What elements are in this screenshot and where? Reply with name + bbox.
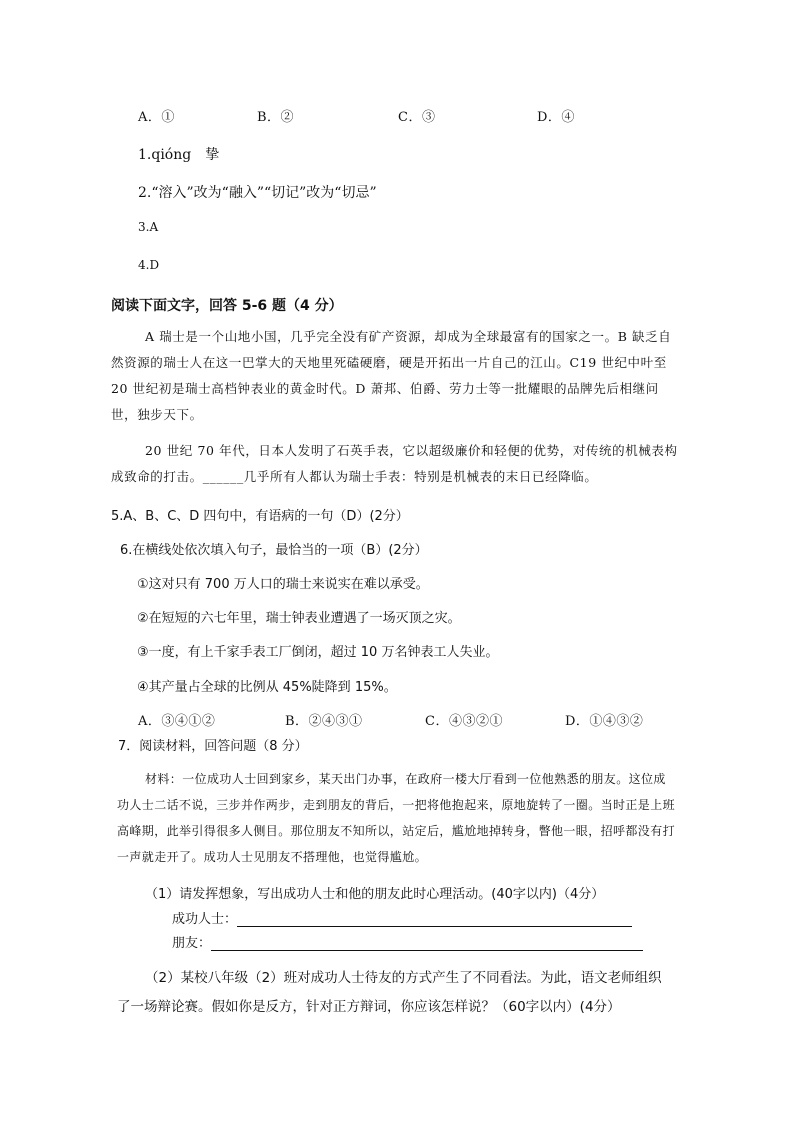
- question-6-item-4: ④其产量占全球的比例从 45%陡降到 15%。: [137, 680, 397, 695]
- answer-1: 1.qióng 挚: [138, 147, 220, 163]
- answer-line-friend: [172, 932, 643, 951]
- answer-line-success: [172, 908, 632, 927]
- question-6-option-c: C．④③②①: [425, 714, 503, 729]
- prev-option-a: A．①: [138, 110, 175, 125]
- question-7-sub-2: （2）某校八年级（2）班对成功人士待友的方式产生了不同看法。为此，语文老师组织了一场辩论赛。假如你是反方，针对正方辩词，你应该怎样说？（60字以内）(4分）: [117, 970, 662, 1015]
- passage-paragraph-1: A 瑞士是一个山地小国，几乎完全没有矿产资源，却成为全球最富有的国家之一。B 缺乏自然资源的瑞士人在这一巴掌大的天地里死磕硬磨，硬是开拓出一片自己的江山。C19 世纪中叶至 20 世纪初是瑞士高档钟表业的黄金时代。D 萧邦、伯爵、劳力士等一批耀眼的品牌先后相继问世，独步天下。: [111, 329, 672, 422]
- prev-option-d: D．④: [537, 110, 575, 125]
- question-7-stem: 7．阅读材料，回答问题（8 分）: [118, 739, 308, 754]
- question-6-option-b: B．②④③①: [285, 714, 363, 729]
- prev-option-c: C．③: [398, 110, 436, 125]
- question-6-item-1: ①这对只有 700 万人口的瑞士来说实在难以承受。: [137, 577, 429, 592]
- section-heading: 阅读下面文字，回答 5-6 题（4 分）: [111, 298, 343, 314]
- question-5: 5.A、B、C、D 四句中，有语病的一句（D）(2分）: [111, 509, 409, 524]
- friend-label: 朋友：: [172, 936, 212, 951]
- passage-paragraph-2: 20 世纪 70 年代，日本人发明了石英手表，它以超级廉价和轻便的优势，对传统的机械表构成致命的打击。______几乎所有人都认为瑞士手表：特别是机械表的末日已经降临。: [111, 443, 678, 484]
- question-7-material: 材料：一位成功人士回到家乡，某天出门办事，在政府一楼大厅看到一位他熟悉的朋友。这位成功人士二话不说，三步并作两步，走到朋友的背后，一把将他抱起来，原地旋转了一圈。当时正是上班高峰期，此举引得很多人侧目。那位朋友不知所以，站定后，尴尬地掉转身，瞥他一眼，招呼都没有打一声就走开了。成功人士见朋友不搭理他，也觉得尴尬。: [117, 772, 676, 864]
- question-6-item-3: ③一度，有上千家手表工厂倒闭，超过 10 万名钟表工人失业。: [137, 645, 499, 660]
- question-6-option-a: A．③④①②: [138, 714, 216, 729]
- answer-3: 3.A: [138, 220, 159, 234]
- question-7-sub-1: （1）请发挥想象，写出成功人士和他的朋友此时心理活动。(40字以内)（4分）: [145, 887, 605, 902]
- answer-4: 4.D: [138, 258, 160, 272]
- success-person-answer-line[interactable]: [237, 912, 632, 927]
- success-person-label: 成功人士：: [172, 912, 238, 927]
- question-6-stem: 6.在横线处依次填入句子，最恰当的一项（B）(2分）: [120, 543, 428, 558]
- answer-2: 2.“溶入”改为“融入”“切记”改为“切忌”: [138, 185, 377, 201]
- prev-option-b: B．②: [257, 110, 295, 125]
- question-6-item-2: ②在短短的六七年里，瑞士钟表业遭遇了一场灭顶之灾。: [137, 611, 461, 626]
- question-6-option-d: D．①④③②: [565, 714, 644, 729]
- friend-answer-line[interactable]: [211, 936, 643, 951]
